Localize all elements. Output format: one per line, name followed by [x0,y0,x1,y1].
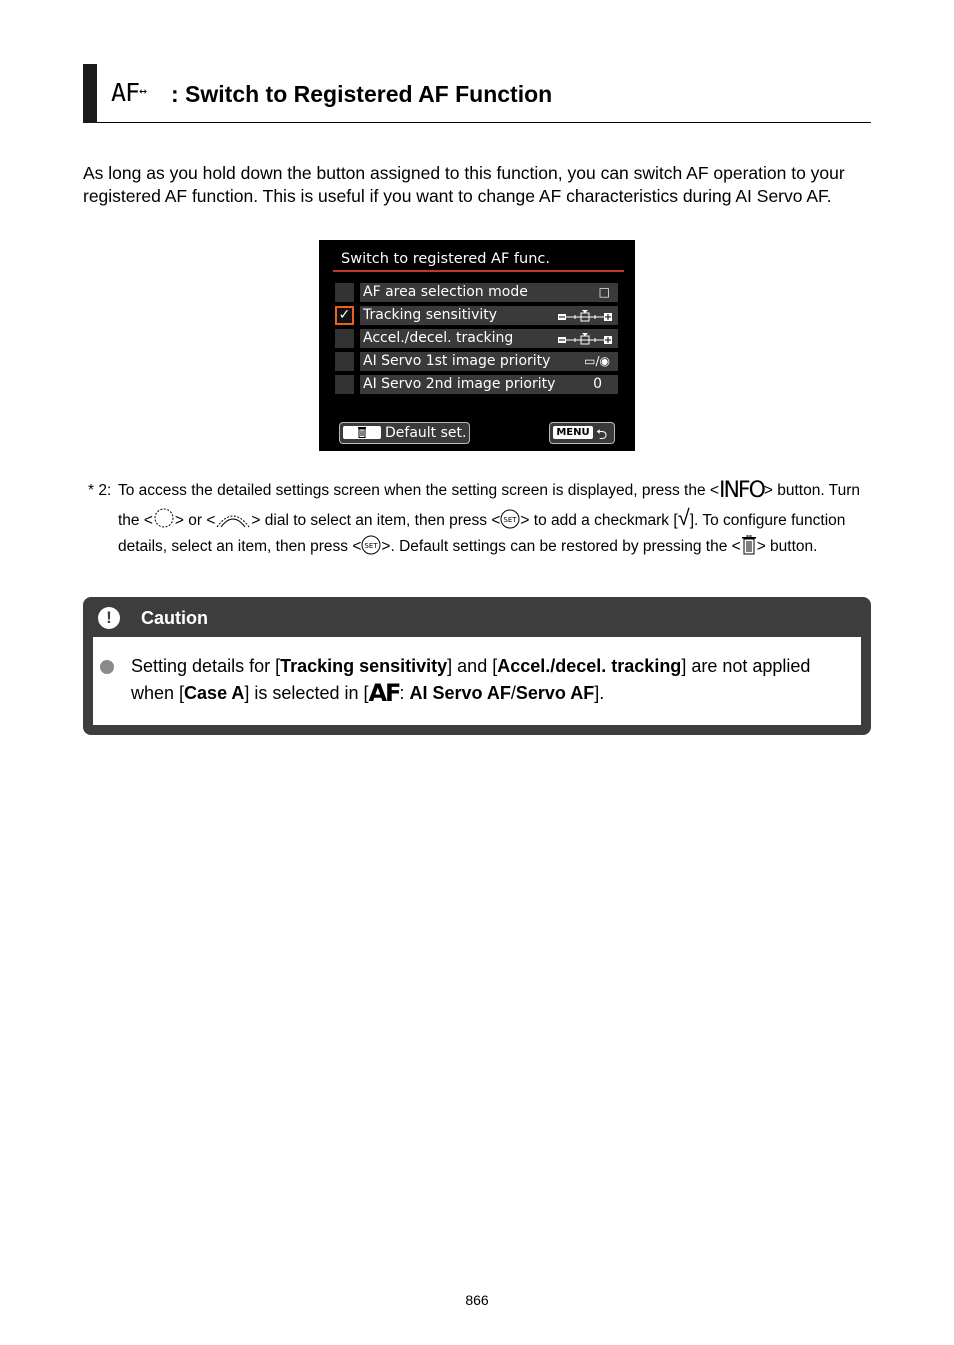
default-set-button[interactable] [339,422,470,444]
return-arrow-icon: ⮌ [596,427,608,443]
checkbox[interactable] [335,375,354,394]
section-heading [83,64,871,123]
checkmark-icon: √ [677,504,690,530]
screen-title: Switch to registered AF func. [341,251,550,267]
main-dial-icon [215,507,251,529]
default-set-label: Default set. [385,425,467,441]
footnote-mark: * 2: [88,482,112,499]
caution-icon: ! [98,607,120,629]
menu-item-af-area[interactable] [333,283,624,302]
af-area-icon: □ [598,285,610,299]
menu-item-1st-image-priority[interactable] [333,352,624,371]
priority-icon: ▭/◉ [584,354,610,368]
checkbox[interactable] [335,283,354,302]
trash-icon [343,426,381,439]
menu-item-tracking-sensitivity[interactable] [333,306,624,325]
slider-scale-icon [557,310,613,322]
quick-control-dial-icon [153,507,175,529]
info-button-icon: INFO [718,478,764,503]
caution-body [93,637,861,725]
caution-header [83,597,871,637]
af-tab-icon: AF [368,679,400,707]
menu-item-label: Tracking sensitivity [363,307,498,323]
intro-paragraph: As long as you hold down the button assigned to this function, you can switch AF operation to your registered AF function. This is useful if you want to change AF characteristics during AI Servo AF. [83,163,845,206]
page-number: 866 [465,1292,489,1308]
menu-item-2nd-image-priority[interactable] [333,375,624,394]
set-button-icon [361,535,381,555]
checkbox[interactable] [335,352,354,371]
bullet-icon [100,660,114,674]
page-title: : Switch to Registered AF Function [171,81,553,107]
menu-item-label: Accel./decel. tracking [363,330,514,346]
menu-item-value: 0 [593,376,602,392]
checkbox[interactable] [335,329,354,348]
camera-menu-screen [319,240,635,451]
svg-text:SET: SET [364,542,378,550]
caution-text: Setting details for [Tracking sensitivity] and [Accel./decel. tracking] are not applied when [Case A] is selected in [AF: AI Servo AF/Servo AF]. [131,656,811,707]
checkbox-checked[interactable]: ✓ [335,306,354,325]
footnote-text: To access the detailed settings screen when the setting screen is displayed, press the <INFO> button. Turn the < > or < > dial to select an item, then press < SET > to add a checkmark [√]. To configure function details, select an item, then press < SET >. Default settings can be restored by pressing the < > button. [118,478,860,555]
set-button-icon [500,509,520,529]
caution-title: Caution [141,608,208,628]
af-switch-icon: AF↔ [111,78,147,107]
menu-item-accel-decel[interactable] [333,329,624,348]
trash-icon [741,535,757,555]
menu-item-label: AI Servo 1st image priority [363,353,551,369]
slider-scale-icon [557,333,613,345]
menu-item-label: AI Servo 2nd image priority [363,376,556,392]
heading-bar [83,64,97,123]
menu-item-label: AF area selection mode [363,284,528,300]
screen-title-rule [333,270,624,272]
menu-label: MENU [553,426,593,439]
menu-back-button[interactable] [549,422,615,444]
svg-text:SET: SET [503,515,517,524]
caution-box [83,597,871,735]
